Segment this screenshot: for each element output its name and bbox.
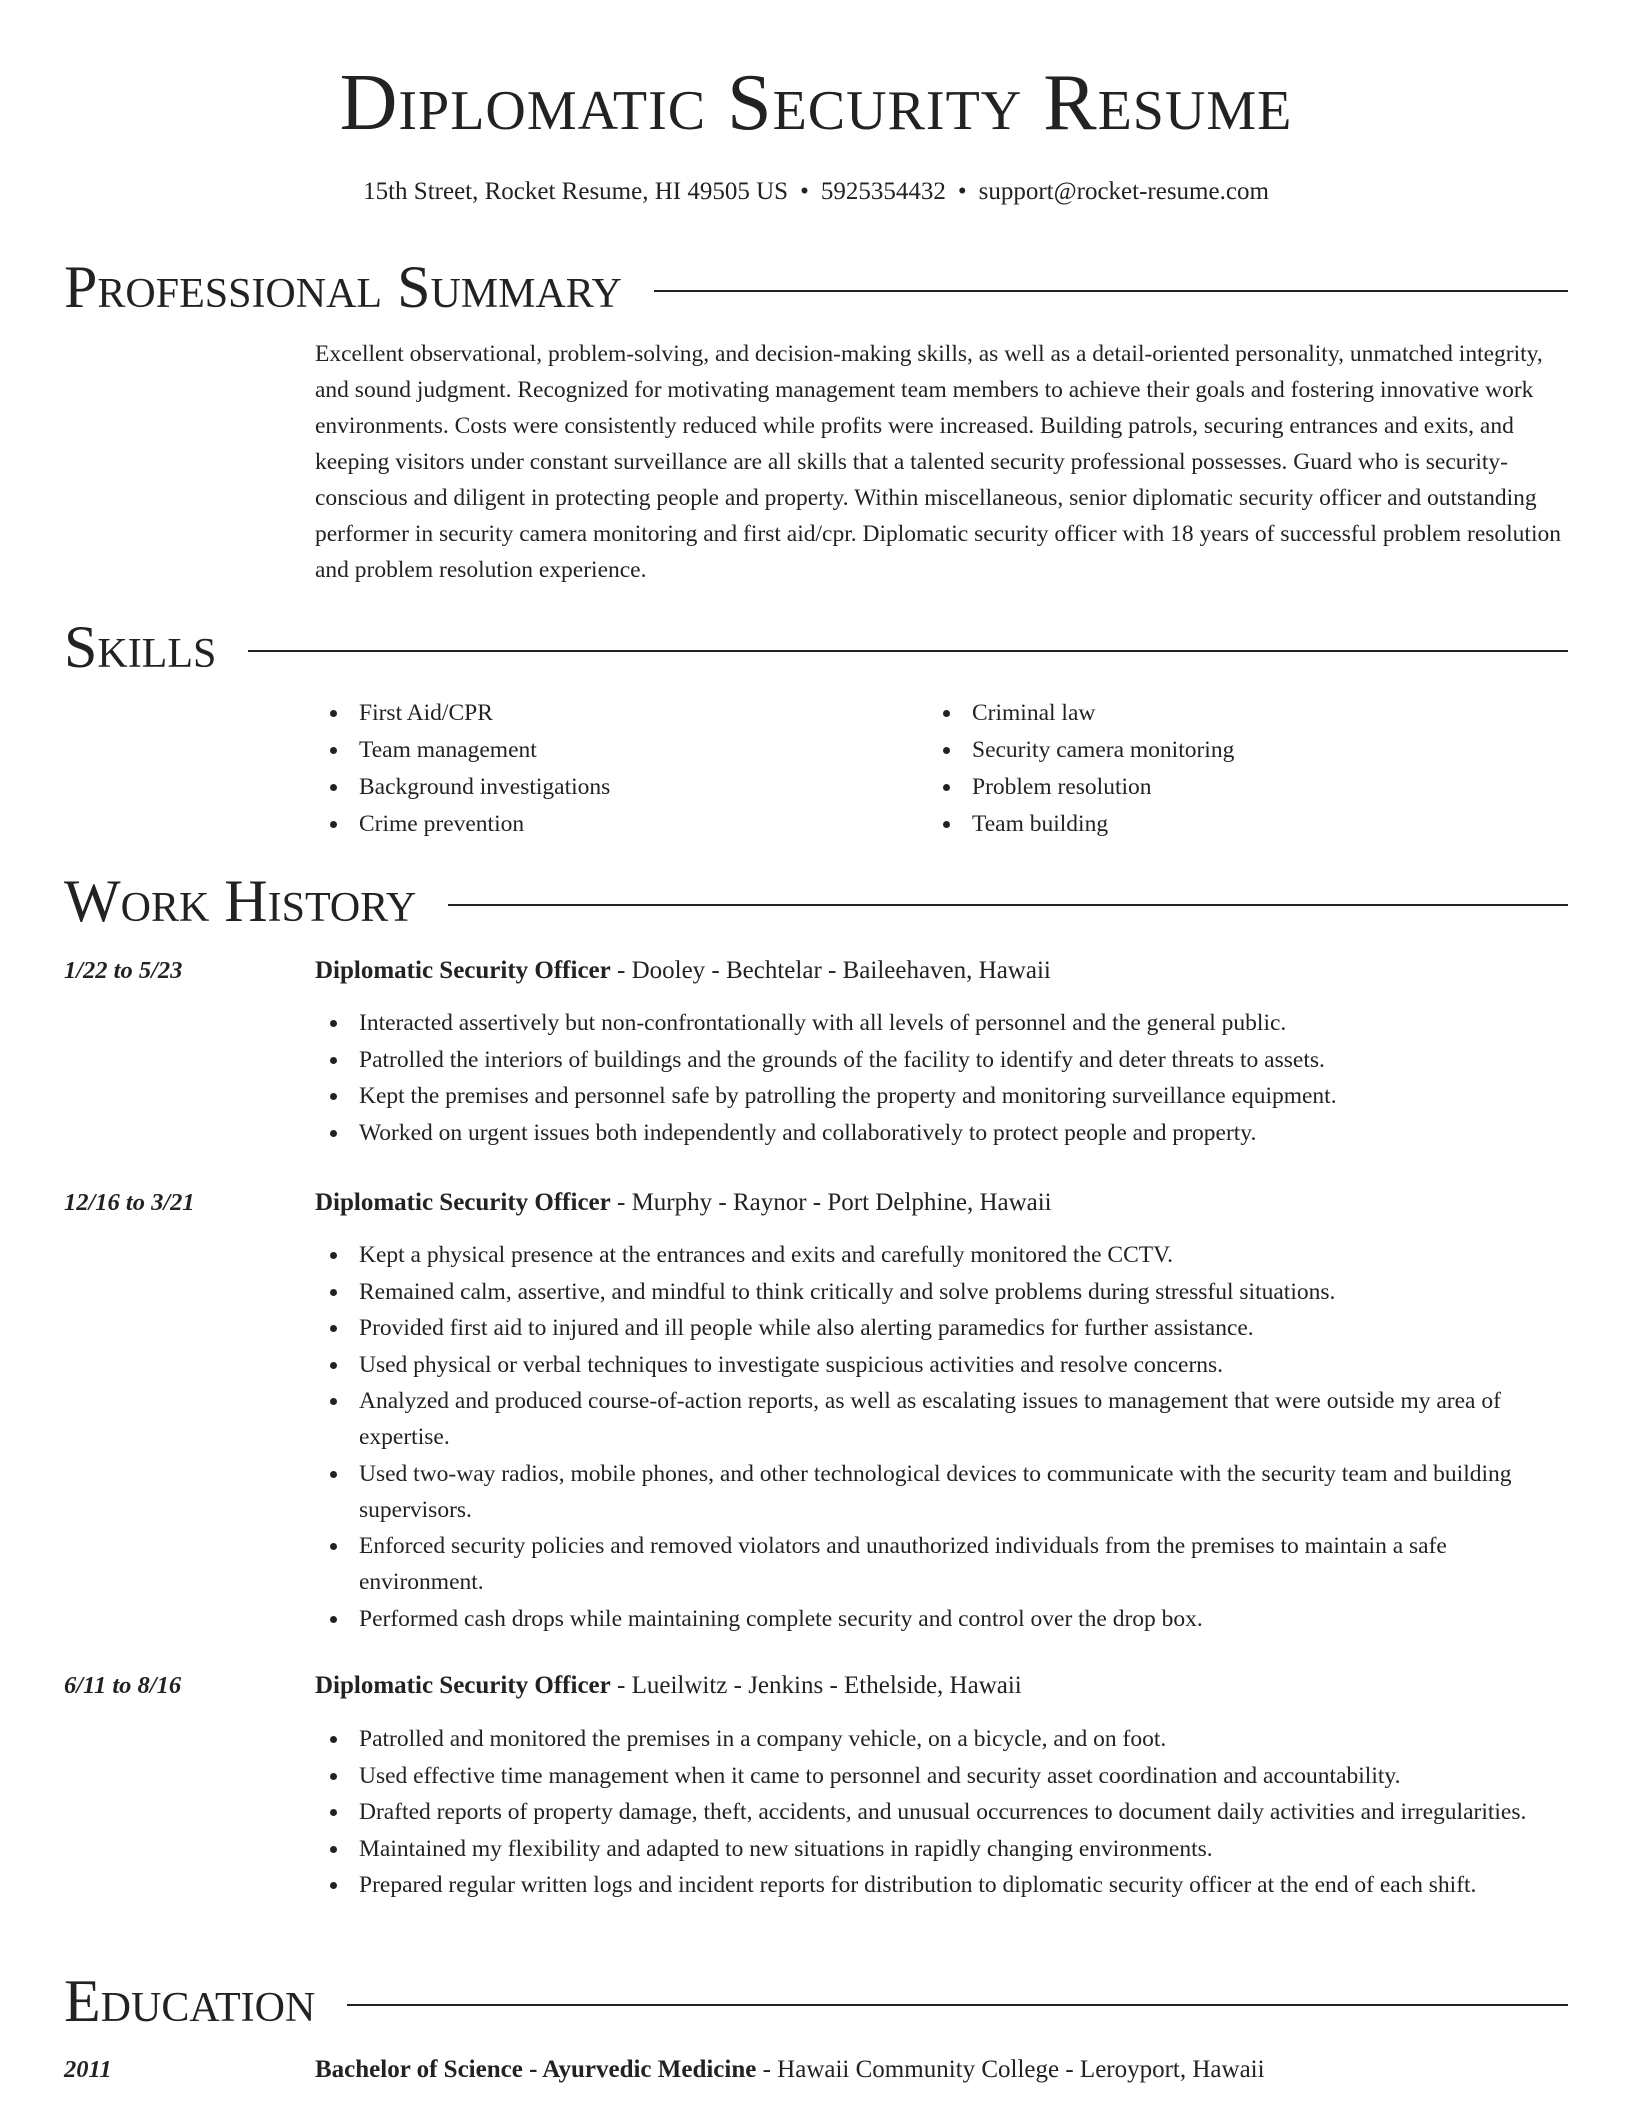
list-item: Kept a physical presence at the entrances and exits and carefully monitored the CCTV. [315,1237,1565,1273]
skills-list-left [315,695,915,843]
skill-item: Crime prevention [315,806,915,842]
list-item: Remained calm, assertive, and mindful to think critically and solve problems during stressful situations. [315,1274,1565,1310]
skill-item: Problem resolution [928,769,1528,805]
job-details: - Dooley - Bechtelar - Baileehaven, Hawaii [610,957,1051,984]
list-item: Patrolled and monitored the premises in a company vehicle, on a bicycle, and on foot. [315,1721,1565,1757]
skill-item: Team management [315,732,915,768]
contact-separator: • [800,178,809,205]
job-header [315,1185,1565,1221]
summary-text: Excellent observational, problem-solving, and decision-making skills, as well as a detail-oriented personality, unmatched integrity, and sound judgment. Recognized for motivating management team members to achieve their goals and fostering innovative work environments. Costs were consistently reduced while profits were increased. Building patrols, securing entrances and exits, and keeping visitors under constant surveillance are all skills that a talented security professional possesses. Guard who is security-conscious and diligent in protecting people and property. Within miscellaneous, senior diplomatic security officer and outstanding performer in security camera monitoring and first aid/cpr. Diplomatic security officer with 18 years of successful problem resolution and problem resolution experience. [315,341,1561,583]
resume-title: Diplomatic Security Resume [339,59,1293,147]
education-entry [315,2052,1565,2088]
list-item: Maintained my flexibility and adapted to new situations in rapidly changing environments. [315,1831,1565,1867]
job-details: - Lueilwitz - Jenkins - Ethelside, Hawaii [610,1672,1022,1699]
job-bullet-list [315,1721,1565,1904]
contact-phone: 5925354432 [820,178,946,205]
education-school: - Hawaii Community College - Leroyport, Hawaii [756,2056,1265,2083]
list-item: Enforced security policies and removed violators and unauthorized individuals from the premises to maintain a safe environment. [315,1528,1565,1600]
list-item: Used physical or verbal techniques to investigate suspicious activities and resolve concerns. [315,1347,1565,1383]
list-item: Interacted assertively but non-confrontationally with all levels of personnel and the general public. [315,1005,1565,1041]
skills-list-right [928,695,1528,843]
section-heading-education [64,1966,1568,2036]
section-title: Professional Summary [64,254,622,320]
list-item: Used effective time management when it came to personnel and security asset coordination and accountability. [315,1758,1565,1794]
job-details: - Murphy - Raynor - Port Delphine, Hawaii [610,1189,1052,1216]
list-item: Drafted reports of property damage, theft, accidents, and unusual occurrences to document daily activities and irregularities. [315,1794,1565,1830]
skill-item: Background investigations [315,769,915,805]
skill-item: First Aid/CPR [315,695,915,731]
skill-item: Team building [928,806,1528,842]
list-item: Patrolled the interiors of buildings and the grounds of the facility to identify and deter threats to assets. [315,1042,1565,1078]
section-divider [248,650,1568,652]
list-item: Prepared regular written logs and incident reports for distribution to diplomatic security officer at the end of each shift. [315,1867,1565,1903]
section-heading-summary [64,252,1568,322]
list-item: Worked on urgent issues both independently and collaboratively to protect people and property. [315,1115,1565,1151]
summary-block [315,336,1565,588]
contact-address: 15th Street, Rocket Resume, HI 49505 US [363,178,789,205]
section-divider [654,290,1568,292]
job-dates: 6/11 to 8/16 [64,1672,182,1699]
job-title: Diplomatic Security Officer [315,1672,611,1699]
job-title: Diplomatic Security Officer [315,1189,611,1216]
education-year: 2011 [64,2056,112,2083]
job-dates: 12/16 to 3/21 [64,1189,195,1216]
section-divider [448,904,1568,906]
education-degree: Bachelor of Science - Ayurvedic Medicine [315,2056,757,2083]
list-item: Performed cash drops while maintaining complete security and control over the drop box. [315,1601,1565,1637]
section-heading-skills [64,612,1568,682]
contact-email: support@rocket-resume.com [978,178,1269,205]
job-bullet-list [315,1005,1565,1151]
section-divider [347,2004,1568,2006]
section-heading-work [64,866,1568,936]
list-item: Provided first aid to injured and ill people while also alerting paramedics for further assistance. [315,1310,1565,1346]
job-title: Diplomatic Security Officer [315,957,611,984]
section-title: Education [64,1968,316,2034]
list-item: Used two-way radios, mobile phones, and other technological devices to communicate with the security team and building supervisors. [315,1456,1565,1528]
skill-item: Criminal law [928,695,1528,731]
skill-item: Security camera monitoring [928,732,1528,768]
job-header [315,953,1565,989]
job-dates: 1/22 to 5/23 [64,957,183,984]
job-bullet-list [315,1237,1565,1637]
list-item: Analyzed and produced course-of-action reports, as well as escalating issues to management that were outside my area of expertise. [315,1383,1565,1455]
section-title: Skills [64,614,217,680]
contact-separator: • [957,178,967,205]
list-item: Kept the premises and personnel safe by patrolling the property and monitoring surveillance equipment. [315,1078,1565,1114]
job-header [315,1668,1565,1704]
contact-info [0,176,1632,208]
section-title: Work History [64,868,417,934]
